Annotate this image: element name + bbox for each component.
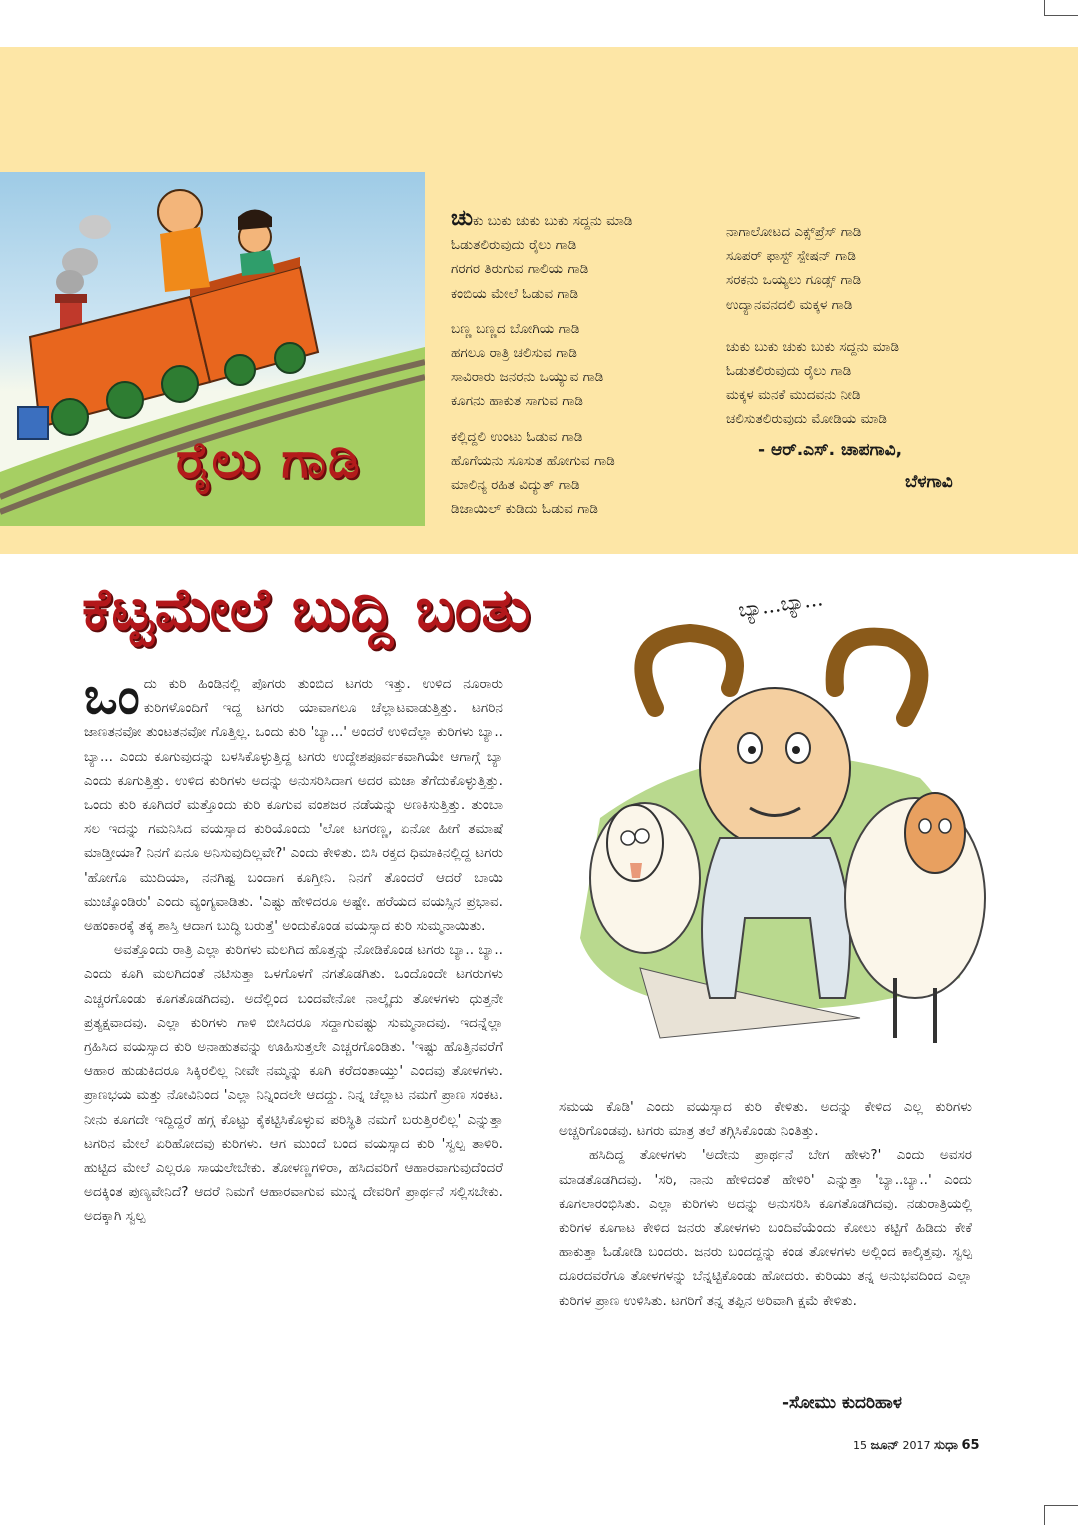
- story-column-1: [84, 666, 503, 1229]
- poem-stanza: [451, 205, 633, 306]
- sheep-drawing: [560, 578, 990, 1078]
- poem-column-2: [726, 220, 899, 443]
- poem-stanza: [726, 335, 899, 432]
- story-paragraph: ಒಂದು ಕುರಿ ಹಿಂಡಿನಲ್ಲಿ ಪೊಗರು ತುಂಬಿದ ಟಗರು ಇತ್ತು. ಉಳಿದ ನೂರಾರು ಕುರಿಗಳೊಂದಿಗೆ ಇದ್ದ ಟಗರು ಯಾವಾಗಲೂ ಚೆಲ್ಲಾಟವಾಡುತ್ತಿತ್ತು. ಟಗರಿನ ಜಾಣತನವೋ ತುಂಟತನವೋ ಗೊತ್ತಿಲ್ಲ. ಒಂದು ಕುರಿ 'ಬ್ಯಾ...' ಅಂದರೆ ಉಳಿದೆಲ್ಲಾ ಕುರಿಗಳು ಬ್ಯಾ.. ಬ್ಯಾ... ಎಂದು ಕೂಗುವುದನ್ನು ಬಳಸಿಕೊಳ್ಳುತ್ತಿದ್ದ ಟಗರು ಉದ್ದೇಶಪೂರ್ವಕವಾಗಿಯೇ ಆಗಾಗ್ಗೆ ಬ್ಯಾ ಎಂದು ಕೂಗುತ್ತಿತ್ತು. ಉಳಿದ ಕುರಿಗಳು ಅದನ್ನು ಅನುಸರಿಸಿದಾಗ ಅದರ ಮಜಾ ತೆಗೆದುಕೊಳ್ಳುತ್ತಿತ್ತು. ಒಂದು ಕುರಿ ಕೂಗಿದರೆ ಮತ್ತೊಂದು ಕುರಿ ಕೂಗುವ ವಂಶಜರ ನಡೆಯನ್ನು ಅಣಕಿಸುತ್ತಿತ್ತು. ತುಂಬಾ ಸಲ ಇದನ್ನು ಗಮನಿಸಿದ ವಯಸ್ಸಾದ ಕುರಿಯೊಂದು 'ಲೋ ಟಗರಣ್ಣ, ಏನೋ ಹೀಗೆ ತಮಾಷೆ ಮಾಡ್ತೀಯಾ? ನಿನಗೆ ಏನೂ ಅನಿಸುವುದಿಲ್ಲವೇ?' ಎಂದು ಕೇಳಿತು. ಬಿಸಿ ರಕ್ತದ ಧಿಮಾಕಿನಲ್ಲಿದ್ದ ಟಗರು 'ಹೋಗೊ ಮುದಿಯಾ, ನನಗಿಷ್ಟ ಬಂದಾಗ ಕೂಗ್ತೀನಿ. ನಿನಗೆ ತೊಂದರೆ ಆದರೆ ಬಾಯಿ ಮುಚ್ಕೊಂಡಿರು' ಎಂದು ವ್ಯಂಗ್ಯವಾಡಿತು. 'ಎಷ್ಟು ಹೇಳಿದರೂ ಅಷ್ಟೇ. ಹರೆಯದ ವಯಸ್ಸಿನ ಪ್ರಭಾವ. ಅಹಂಕಾರಕ್ಕೆ ತಕ್ಕ ಶಾಸ್ತಿ ಆದಾಗ ಬುದ್ಧಿ ಬರುತ್ತೆ' ಅಂದುಕೊಂಡ ವಯಸ್ಸಾದ ಕುರಿ ಸುಮ್ಮನಾಯಿತು.: [84, 666, 503, 935]
- poem-stanza: [726, 220, 899, 317]
- poem-line: ಡಿಜಾಯಿಲ್ ಕುಡಿದು ಓಡುವ ಗಾಡಿ: [451, 501, 598, 518]
- poem-line: ಉದ್ಯಾನವನದಲಿ ಮಕ್ಕಳ ಗಾಡಿ: [726, 296, 853, 313]
- story-paragraph: ಸಮಯ ಕೊಡಿ' ಎಂದು ವಯಸ್ಸಾದ ಕುರಿ ಕೇಳಿತು. ಅದನ್ನು ಕೇಳಿದ ಎಲ್ಲ ಕುರಿಗಳು ಅಚ್ಚರಿಗೊಂಡವು. ಟಗರು ಮಾತ್ರ ತಲೆ ತಗ್ಗಿಸಿಕೊಂಡು ನಿಂತಿತ್ತು.: [559, 1099, 972, 1140]
- poem-line: ಸೂಪರ್ ಫಾಸ್ಟ್ ಸ್ಪೇಷನ್ ಗಾಡಿ: [726, 248, 856, 265]
- poem-stanza: [451, 425, 632, 522]
- poem-author-place: ಬೆಳಗಾವಿ: [905, 472, 953, 492]
- sheep-illustration: [560, 578, 990, 1078]
- poem-line: ಓಡುತಲಿರುವುದು ರೈಲು ಗಾಡಿ: [451, 237, 577, 254]
- folio-year: 2017: [902, 1439, 931, 1452]
- poem-dropcap: ಚು: [451, 205, 474, 231]
- poem-title: ರೈಲು ಗಾಡಿ: [176, 430, 362, 489]
- poem-line: ನಾಗಾಲೋಟದ ಎಕ್ಸ್‌ಪ್ರೆಸ್ ಗಾಡಿ: [726, 224, 862, 240]
- poem-line: ಬಣ್ಣ ಬಣ್ಣದ ಬೋಗಿಯ ಗಾಡಿ: [451, 320, 580, 337]
- poem-line: ಕಂಬಿಯ ಮೇಲೆ ಓಡುವ ಗಾಡಿ: [451, 285, 579, 302]
- poem-line: ಚುಕು ಬುಕು ಚುಕು ಬುಕು ಸದ್ದನು ಮಾಡಿ: [726, 338, 900, 355]
- crop-mark-bottom-h: [1044, 1505, 1078, 1506]
- poem-line: ಕೂಗನು ಹಾಕುತ ಸಾಗುವ ಗಾಡಿ: [451, 393, 583, 410]
- folio-day: 15: [853, 1439, 867, 1452]
- story-title: ಕೆಟ್ಟಮೇಲೆ ಬುದ್ದಿ ಬಂತು: [82, 575, 532, 643]
- crop-mark-top: [1044, 0, 1045, 16]
- poem-line: ಸರಕನು ಒಯ್ಯಲು ಗೂಡ್ಸ್ ಗಾಡಿ: [726, 272, 862, 289]
- page-footer: [853, 1438, 980, 1453]
- poem-line: ಚುಕು ಬುಕು ಚುಕು ಬುಕು ಸದ್ದನು ಮಾಡಿ: [451, 205, 633, 231]
- crop-mark-bottom: [1044, 1505, 1045, 1525]
- poem-stanza: [451, 317, 632, 414]
- story-dropcap: ಒಂ: [84, 666, 140, 725]
- poem-author-name: - ಆರ್.ಎಸ್. ಚಾಪಗಾವಿ,: [758, 440, 903, 460]
- poem-line: ಸಾವಿರಾರು ಜನರನು ಒಯ್ಯುವ ಗಾಡಿ: [451, 369, 604, 386]
- crop-mark-top-h: [1044, 15, 1078, 16]
- story-paragraph: ಹಸಿದಿದ್ದ ತೋಳಗಳು 'ಅದೇನು ಪ್ರಾರ್ಥನೆ ಬೇಗ ಹೇಳು?' ಎಂದು ಅವಸರ ಮಾಡತೊಡಗಿದವು. 'ಸರಿ, ನಾನು ಹೇಳಿದಂತೆ ಹೇಳಿರಿ' ಎನ್ನುತ್ತಾ 'ಬ್ಯಾ..ಬ್ಯಾ..' ಎಂದು ಕೂಗಲಾರಂಭಿಸಿತು. ಎಲ್ಲಾ ಕುರಿಗಳು ಅದನ್ನು ಅನುಸರಿಸಿ ಕೂಗತೊಡಗಿದವು. ನಡುರಾತ್ರಿಯಲ್ಲಿ ಕುರಿಗಳ ಕೂಗಾಟ ಕೇಳಿದ ಜನರು ತೋಳಗಳು ಬಂದಿವೆಯೆಂದು ಕೋಲು ಕಟ್ಟಿಗೆ ಹಿಡಿದು ಕೇಕೆ ಹಾಕುತ್ತಾ ಓಡೋಡಿ ಬಂದರು. ಜನರು ಬಂದದ್ದನ್ನು ಕಂಡ ತೋಳಗಳು ಅಲ್ಲಿಂದ ಕಾಲ್ಕಿತ್ತವು. ಸ್ವಲ್ಪ ದೂರದವರೆಗೂ ತೋಳಗಳನ್ನು ಬೆನ್ನಟ್ಟಿಕೊಂಡು ಹೋದರು. ಕುರಿಯು ತನ್ನ ಅನುಭವದಿಂದ ಎಲ್ಲಾ ಕುರಿಗಳ ಪ್ರಾಣ ಉಳಿಸಿತು. ಟಗರಿಗೆ ತನ್ನ ತಪ್ಪಿನ ಅರಿವಾಗಿ ಕ್ಷಮೆ ಕೇಳಿತು.: [559, 1147, 972, 1309]
- page-number: 65: [961, 1438, 980, 1453]
- poem-line: ಓಡುತಲಿರುವುದು ರೈಲು ಗಾಡಿ: [726, 363, 852, 380]
- story-column-2: [559, 1095, 972, 1313]
- poem-line: ಹೊಗೆಯನು ಸೂಸುತ ಹೋಗುವ ಗಾಡಿ: [451, 452, 615, 469]
- poem-line: ಚಲಿಸುತಲಿರುವುದು ಮೋಡಿಯ ಮಾಡಿ: [726, 411, 887, 428]
- poem-line: ಮಾಲಿನ್ಯ ರಹಿತ ವಿದ್ಯುತ್ ಗಾಡಿ: [451, 477, 580, 494]
- poem-line: ಹಗಲೂ ರಾತ್ರಿ ಚಲಿಸುವ ಗಾಡಿ: [451, 345, 577, 362]
- folio-month: ಜೂನ್: [870, 1438, 899, 1453]
- story-author: -ಸೋಮು ಕುದರಿಹಾಳ: [782, 1393, 903, 1413]
- story-paragraph: ಅವತ್ತೊಂದು ರಾತ್ರಿ ಎಲ್ಲಾ ಕುರಿಗಳು ಮಲಗಿದ ಹೊತ್ತನ್ನು ನೋಡಿಕೊಂಡ ಟಗರು ಬ್ಯಾ.. ಬ್ಯಾ.. ಎಂದು ಕೂಗಿ ಮಲಗಿದಂತೆ ನಟಿಸುತ್ತಾ ಒಳಗೊಳಗೆ ನಗತೊಡಗಿತು. ಒಂದೊಂದೇ ಟಗರುಗಳು ಎಚ್ಚರಗೊಂಡು ಕೂಗತೊಡಗಿದವು. ಅದೆಲ್ಲಿಂದ ಬಂದವೇನೋ ನಾಲ್ಕೈದು ತೋಳಗಳು ಧುತ್ತನೇ ಪ್ರತ್ಯಕ್ಷವಾದವು. ಎಲ್ಲಾ ಕುರಿಗಳು ಗಾಳಿ ಬೀಸಿದರೂ ಸದ್ದಾಗುವಷ್ಟು ಸುಮ್ಮನಾದವು. ಇದನ್ನೆಲ್ಲಾ ಗ್ರಹಿಸಿದ ವಯಸ್ಸಾದ ಕುರಿ ಅನಾಹುತವನ್ನು ಊಹಿಸುತ್ತಲೇ ಎಚ್ಚರಗೊಂಡಿತು. 'ಇಷ್ಟು ಹೊತ್ತಿನವರೆಗೆ ಆಹಾರ ಹುಡುಕಿದರೂ ಸಿಕ್ಕಿರಲಿಲ್ಲ ನೀವೇ ನಮ್ಮನ್ನು ಕೂಗಿ ಕರೆದಂತಾಯ್ತು' ಎಂದವು ತೋಳಗಳು. ಪ್ರಾಣಭಯ ಮತ್ತು ನೋವಿನಿಂದ 'ಎಲ್ಲಾ ನಿನ್ನಿಂದಲೇ ಆದದ್ದು. ನಿನ್ನ ಚೆಲ್ಲಾಟ ನಮಗೆ ಪ್ರಾಣ ಸಂಕಟ. ನೀನು ಕೂಗದೇ ಇದ್ದಿದ್ದರೆ ಹಗ್ಗ ಕೊಟ್ಟು ಕೈಕಟ್ಟಿಸಿಕೊಳ್ಳುವ ಪರಿಸ್ಥಿತಿ ನಮಗೆ ಬರುತ್ತಿರಲಿಲ್ಲ' ಎನ್ನುತ್ತಾ ಟಗರಿನ ಮೇಲೆ ಏರಿಹೋದವು ಕುರಿಗಳು. ಆಗ ಮುಂದೆ ಬಂದ ವಯಸ್ಸಾದ ಕುರಿ 'ಸ್ವಲ್ಪ ತಾಳಿರಿ. ಹುಟ್ಟಿದ ಮೇಲೆ ಎಲ್ಲರೂ ಸಾಯಲೇಬೇಕು. ತೋಳಣ್ಣಗಳಿರಾ, ಹಸಿದವರಿಗೆ ಆಹಾರವಾಗುವುದೆಂದರೆ ಅದಕ್ಕಿಂತ ಪುಣ್ಯವೇನಿದೆ? ಆದರೆ ನಿಮಗೆ ಆಹಾರವಾಗುವ ಮುನ್ನ ದೇವರಿಗೆ ಪ್ರಾರ್ಥನೆ ಸಲ್ಲಿಸಬೇಕು. ಅದಕ್ಕಾಗಿ ಸ್ವಲ್ಪ: [84, 942, 503, 1225]
- folio-magazine: ಸುಧಾ: [933, 1438, 959, 1453]
- poem-line: ಕಲ್ಲಿದ್ದಲಿ ಉಂಟು ಓಡುವ ಗಾಡಿ: [451, 428, 583, 445]
- sheep-sound-text: ಬ್ಯಾ...ಬ್ಯಾ...: [736, 586, 825, 622]
- poem-column-1: [451, 205, 633, 532]
- poem-line: ಗರಗರ ತಿರುಗುವ ಗಾಲಿಯ ಗಾಡಿ: [451, 261, 589, 278]
- poem-line: ಮಕ್ಕಳ ಮನಕೆ ಮುದವನು ನೀಡಿ: [726, 387, 861, 404]
